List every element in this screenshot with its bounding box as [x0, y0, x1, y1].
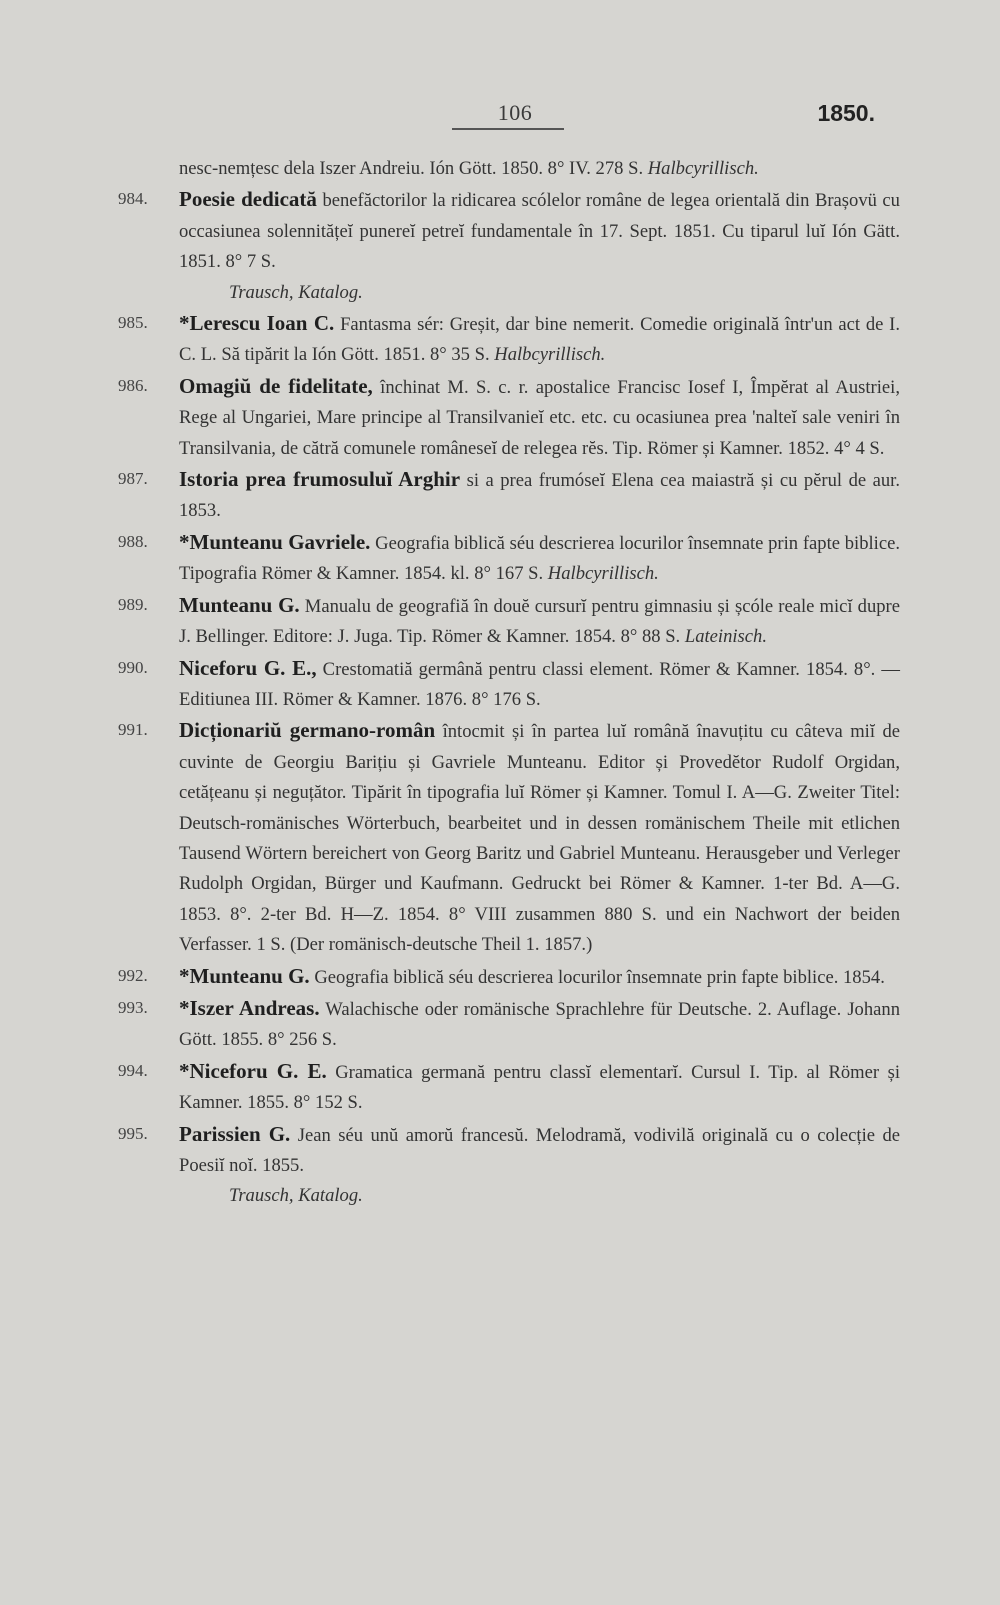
entry-text: Gramatica germană pentru classĭ elementarĭ. Cursul I. Tip. al Römer și Kamner. 1855. 8° 152 S.	[179, 1061, 900, 1114]
entry-note: Halbcyrillisch.	[647, 158, 759, 179]
entry-text: Fantasma sér: Greșit, dar bine nemerit. Comedie originală într'un act de I. C. L. Să tipărit la Ión Gött. 1851. 8° 35 S.	[179, 314, 900, 366]
entry-number: 985.	[118, 313, 148, 333]
entry-note: Lateinisch.	[684, 626, 767, 648]
entry-988	[0, 527, 1000, 590]
entry-author: *Niceforu G. E.	[179, 1058, 327, 1083]
entry-body	[179, 154, 900, 184]
entry-number: 995.	[118, 1123, 148, 1143]
entry-number: 988.	[118, 531, 148, 551]
entry-body	[179, 653, 900, 716]
entry-note: Halbcyrillisch.	[494, 344, 606, 366]
entry-text: benefăctorilor la ridicarea scólelor române de legea orientală din Brașovü cu occasiunea solennitățeĭ punereĭ petreĭ fundamentale în 17. Sept. 1851. Cu tiparul luĭ Ión Gätt. 1851. 8° 7 S.	[179, 190, 900, 273]
entry-body	[179, 961, 900, 993]
continued-entry	[0, 154, 1000, 184]
entry-987	[0, 464, 1000, 527]
entry-text: si a prea frumóseĭ Elena cea maiastră și cu pĕrul de aur. 1853.	[179, 470, 900, 522]
entry-number: 992.	[118, 965, 148, 985]
entry-text: Geografia biblică séu descrierea locurilor însemnate prin fapte biblice. 1854.	[314, 966, 885, 988]
entry-994	[0, 1056, 1000, 1119]
bibliography-list	[0, 154, 1000, 1212]
entry-body	[179, 371, 900, 464]
entry-text: Crestomatiă germână pentru classi element. Römer & Kamner. 1854. 8°. — Editiunea III. Römer & Kamner. 1876. 8° 176 S.	[179, 658, 900, 710]
entry-body	[179, 464, 900, 527]
entry-author: Parissien G.	[179, 1121, 291, 1146]
entry-number: 986.	[118, 375, 148, 395]
entry-text: Manualu de geografiă în douĕ cursurĭ pentru gimnasiu și șcóle reale micĭ dupre J. Bellinger. Editore: J. Juga. Tip. Römer & Kamner. 1854. 8° 88 S.	[179, 595, 900, 648]
page-number-rule	[452, 128, 564, 130]
entry-note: Trausch, Katalog.	[229, 1185, 363, 1207]
entry-989	[0, 590, 1000, 653]
entry-993	[0, 993, 1000, 1056]
running-head	[0, 100, 1000, 136]
entry-991	[0, 715, 1000, 960]
entry-text: nesc-nemțesc dela Iszer Andreiu. Ión Gött. 1850. 8° IV. 278 S.	[179, 158, 644, 179]
entry-number: 993.	[118, 997, 148, 1017]
entry-text: Walachische oder romänische Sprachlehre für Deutsche. 2. Auflage. Johann Gött. 1855. 8° 256 S.	[179, 998, 900, 1051]
entry-author: Dicționariŭ germano-român	[179, 718, 436, 743]
entry-986	[0, 371, 1000, 464]
entry-text: Jean séu unŭ amorŭ francesŭ. Melodramă, vodivilă originală cu o colecție de Poesiĭ noĭ. 1855.	[179, 1124, 900, 1176]
entry-author: Poesie dedicată	[179, 187, 317, 212]
entry-author: Niceforu G. E.,	[179, 655, 317, 680]
entry-body	[179, 1056, 900, 1119]
entry-995	[0, 1119, 1000, 1212]
entry-body	[179, 1119, 900, 1212]
page-number: 106	[497, 100, 533, 125]
entry-note: Halbcyrillisch.	[547, 563, 659, 585]
entry-author: *Munteanu G.	[179, 963, 310, 988]
entry-author: *Munteanu Gavriele.	[179, 529, 371, 554]
entry-author: Omagiŭ de fidelitate,	[179, 373, 373, 398]
entry-author: Istoria prea frumosuluĭ Arghir	[179, 467, 461, 492]
entry-body	[179, 590, 900, 653]
entry-body	[179, 715, 900, 960]
entry-number: 984.	[118, 189, 148, 209]
entry-note: Trausch, Katalog.	[229, 281, 363, 303]
entry-body	[179, 993, 900, 1056]
entry-992	[0, 961, 1000, 993]
entry-985	[0, 308, 1000, 371]
entry-author: *Iszer Andreas.	[179, 995, 320, 1020]
entry-990	[0, 653, 1000, 716]
entry-number: 991.	[118, 720, 148, 740]
entry-author: Munteanu G.	[179, 592, 300, 617]
entry-number: 989.	[118, 594, 148, 614]
entry-number: 987.	[118, 469, 148, 489]
entry-body	[179, 527, 900, 590]
entry-text: închinat M. S. c. r. apostalice Francisc Iosef I, Împĕrat al Austriei, Rege al Ungariei, Mare principe al Transilvanieĭ etc. etc. cu ocasiunea prea 'nalteĭ sale veniri în Transilvania, de cătră comunele româneseĭ de relegea rĕs. Tip. Römer și Kamner. 1852. 4° 4 S.	[179, 376, 900, 459]
entry-author: *Lerescu Ioan C.	[179, 311, 335, 336]
entry-body	[179, 184, 900, 308]
entry-body	[179, 308, 900, 371]
year-heading: 1850.	[817, 100, 875, 126]
entry-text: întocmit și în partea luĭ română înavuțitu cu câteva miĭ de cuvinte de Georgiu Barițiu și Gavriele Munteanu. Editor și Provedĕtor Rudolf Orgidan, cetățeanu și neguțător. Tipărit în tipografia luĭ Römer și Kamner. Tomul I. A—G. Zweiter Titel: Deutsch-romänisches Wörterbuch, bearbeitet und in dessen romänischem Theile mit etlichen Tausend Wörtern bereichert von Georg Baritz und Gabriel Munteanu. Herausgeber und Verleger Rudolph Orgidan, Bürger und Kaufmann. Gedruckt bei Römer & Kamner. 1-ter Bd. A—G. 1853. 8°. 2-ter Bd. H—Z. 1854. 8° VIII zusammen 880 S. und ein Nachwort der beiden Verfasser. 1 S. (Der romänisch-deutsche Theil 1. 1857.)	[179, 721, 900, 956]
entry-text: Geografia biblică séu descrierea locurilor însemnate prin fapte biblice. Tipografia Römer & Kamner. 1854. kl. 8° 167 S.	[179, 532, 900, 585]
entry-984	[0, 184, 1000, 308]
entry-number: 994.	[118, 1060, 148, 1080]
entry-number: 990.	[118, 657, 148, 677]
